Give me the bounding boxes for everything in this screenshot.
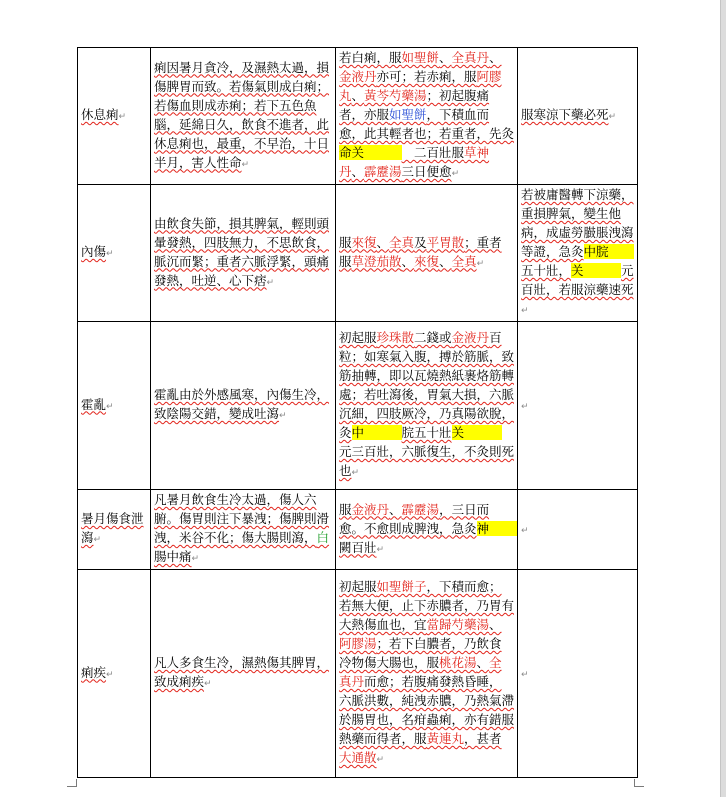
acupoint-highlight: [609, 244, 634, 259]
text-run: 元百壯，若服涼藥速死: [521, 263, 634, 297]
text-run: 、: [489, 50, 502, 65]
disease-name-cell: [78, 322, 151, 490]
paragraph-mark: ↵: [521, 669, 529, 680]
acupoint-highlight: [464, 425, 502, 440]
disease-name-cell: [78, 490, 151, 570]
page-corner-mark: [67, 786, 77, 787]
disease-name: 休息痢: [81, 107, 119, 122]
formula-name: 桃花湯: [439, 655, 477, 670]
table-row: [78, 490, 638, 570]
formula-name: 當歸芍藥湯: [426, 617, 490, 632]
acupoint-highlight: [489, 521, 517, 536]
note-cell: [518, 322, 638, 490]
disease-name-cell: [78, 48, 151, 185]
note-cell: [518, 48, 638, 185]
text-run: 初起服: [339, 579, 377, 594]
paragraph-mark: ↵: [521, 401, 529, 412]
text-run: 若白痢，服: [339, 50, 402, 65]
paragraph-mark: ↵: [376, 755, 385, 765]
paragraph-mark: ↵: [241, 159, 250, 170]
paragraph-mark: ↵: [476, 258, 485, 269]
treatment-cell: [336, 570, 518, 778]
text-run: 亦可；若赤痢，服: [376, 69, 477, 84]
formula-name: 阿膠湯: [339, 636, 377, 651]
acupoint-highlight: 中脘: [583, 244, 609, 259]
text-run: ；初起腹痛者，亦服: [339, 88, 490, 122]
treatment-cell: [336, 490, 518, 570]
formula-name: 全真: [389, 234, 415, 250]
paragraph-mark: ↵: [279, 411, 287, 421]
paragraph-mark: ↵: [106, 249, 114, 259]
text-run: ，下積而愈；若無大便，止下赤膿者，乃胃有大熱傷血也，宜: [339, 579, 515, 632]
paragraph-mark: ↵: [118, 112, 127, 122]
acupoint-highlight: 关: [571, 263, 584, 278]
paragraph-mark: ↵: [451, 169, 460, 179]
acupoint-highlight: 关: [451, 425, 465, 440]
formula-name: 大通散: [339, 750, 377, 765]
disease-table: [77, 47, 638, 778]
cause-cell: [151, 570, 336, 778]
formula-name: 珍珠散: [376, 330, 415, 345]
text-run: 元三百壯，六脈復生，不灸則死也: [339, 444, 515, 478]
text-run: 服寒涼下藥必死: [521, 107, 609, 122]
table-row: [78, 570, 638, 778]
treatment-cell: [336, 48, 518, 185]
paragraph-mark: ↵: [608, 112, 617, 122]
paragraph-mark: ↵: [106, 401, 114, 412]
note-cell: [518, 570, 638, 778]
disease-name: 痢疾: [81, 664, 107, 680]
cause-cell: [151, 322, 336, 490]
page-scrollbar-edge: [720, 0, 726, 797]
paragraph-mark: ↵: [521, 306, 529, 316]
formula-name: 全真丹: [451, 50, 490, 65]
text-run: ，下積血而愈，此其輕者也；若重者，先灸: [339, 107, 515, 141]
text-run: 、: [439, 253, 452, 269]
paragraph-mark: ↵: [376, 544, 385, 555]
paragraph-mark: ↵: [191, 554, 200, 564]
text-run: 、: [439, 50, 452, 65]
text-run: 、: [489, 617, 502, 632]
text-run: 腸中痛: [154, 549, 192, 564]
note-cell: [518, 490, 638, 570]
page-corner-mark: [634, 786, 644, 787]
paragraph-mark: ↵: [93, 535, 102, 545]
disease-name: 暑月傷食泄瀉: [81, 511, 144, 545]
text-run: 服: [339, 501, 352, 517]
acupoint-highlight: [364, 425, 402, 440]
formula-name: 白: [316, 530, 330, 545]
paragraph-mark: ↵: [204, 679, 212, 689]
text-run: 痢因暑月貪冷，及濕熱太過，損傷脾胃而致。若傷氣則成白痢；若傷血則成赤痢；若下五色魚腦，延綿日久，飲食不進者，此休息痢也，最重，不早治，十日半月，害人性命: [154, 59, 330, 170]
acupoint-highlight: 命关: [339, 145, 365, 160]
disease-name-cell: [78, 185, 151, 322]
text-run: 、: [351, 88, 365, 103]
text-run: 凡人多食生冷，濕熱傷其脾胃，致成痢疾: [154, 655, 330, 689]
formula-name: 來復: [351, 234, 377, 250]
text-run: 服: [339, 234, 352, 250]
formula-name: 來復: [414, 253, 440, 269]
text-run: 闕百壯: [339, 539, 377, 555]
disease-name: 霍亂: [81, 396, 107, 412]
cause-cell: [151, 185, 336, 322]
formula-name: 金液丹: [451, 330, 490, 345]
note-cell: [518, 185, 638, 322]
paragraph-mark: ↵: [106, 669, 114, 680]
formula-name: 草神丹: [339, 145, 490, 179]
text-run: ；重者服: [339, 234, 502, 269]
formula-name: 阿膠丸: [339, 69, 502, 103]
disease-name-cell: [78, 570, 151, 778]
text-run: ，甚者: [464, 731, 502, 746]
disease-name: 內傷: [81, 244, 107, 259]
text-run: 、: [389, 501, 402, 517]
text-run: 由飲食失節，損其脾氣，輕則頭暈發熱，四肢無力，不思飲食，脈沉而緊；重者六脈浮緊，頭痛發熱，吐逆、心下痞: [154, 215, 330, 288]
formula-name: 如聖餅子: [376, 579, 427, 594]
text-run: ，三日而愈。不愈則成脾洩，急灸: [339, 501, 490, 536]
text-run: 、: [401, 253, 415, 269]
text-run: 五十壯，: [521, 263, 572, 278]
treatment-cell: [336, 322, 518, 490]
formula-name: 金液丹: [351, 501, 390, 517]
text-run: 而愈；若腹痛發熱昏睡，六脈洪數，純洩赤膿，乃熱氣滯於腸胃也，名疳蟲痢，亦有錯服熱藥而得者，服: [339, 674, 515, 746]
formula-name: 黃芩芍藥湯: [364, 88, 427, 103]
formula-name: 霹靂湯: [364, 164, 402, 179]
disease-table-body: [78, 48, 638, 778]
text-run: 三日便愈: [401, 164, 452, 179]
formula-name: 全真丹: [339, 655, 502, 689]
acupoint-highlight: 中: [351, 425, 365, 440]
text-run: 凡暑月飲食生冷太過，傷人六腑。傷胃則注下暴洩；傷脾則滑洩，米谷不化；傷大腸則瀉，: [154, 492, 330, 545]
acupoint-highlight: 神: [476, 520, 490, 536]
formula-name: 草澄茄散: [351, 253, 402, 269]
formula-name: 如聖餅: [401, 50, 440, 65]
table-row: [78, 322, 638, 490]
text-run: 百粒；如寒氣入腹，搏於筋脈，致筋抽轉，即以瓦燒熱紙裹烙筋轉處；若吐瀉後，胃氣大損，六脈沉細，四肢厥冷，乃真陽欲脫，灸: [339, 330, 515, 440]
treatment-cell: [336, 185, 518, 322]
text-run: 及: [414, 234, 427, 250]
paragraph-mark: ↵: [351, 468, 360, 478]
text-run: 、: [376, 234, 390, 250]
text-run: 二百壯服: [401, 145, 465, 160]
paragraph-mark: ↵: [266, 277, 275, 288]
text-run: 、: [476, 655, 490, 670]
formula-name: 全真: [451, 253, 477, 269]
text-run: 霍亂由於外感風寒，內傷生冷，致陰陽交錯，變成吐瀉: [154, 387, 330, 421]
acupoint-highlight: [364, 145, 402, 160]
formula-name: 金液丹: [339, 69, 377, 84]
acupoint-highlight: [584, 263, 622, 278]
text-run: 初起服: [339, 330, 377, 345]
formula-name: 黃連丸: [426, 731, 465, 746]
text-run: 二錢或: [414, 330, 452, 345]
formula-name: 如聖餅: [389, 107, 427, 122]
table-row: [78, 185, 638, 322]
formula-name: 霹靂湯: [401, 501, 440, 517]
text-run: 脘五十壯: [401, 425, 452, 440]
formula-name: 平胃散: [426, 234, 465, 250]
text-run: 、: [351, 164, 365, 179]
table-row: [78, 48, 638, 185]
cause-cell: [151, 490, 336, 570]
text-run: 若被庸醫轉下涼藥，重損脾氣，變生他病，成虛勞臌脹洩瀉等證，急灸: [521, 187, 634, 259]
text-run: ；若下白膿者，乃飲食冷物傷大腸也，服: [339, 636, 502, 670]
cause-cell: [151, 48, 336, 185]
paragraph-mark: ↵: [521, 525, 529, 536]
